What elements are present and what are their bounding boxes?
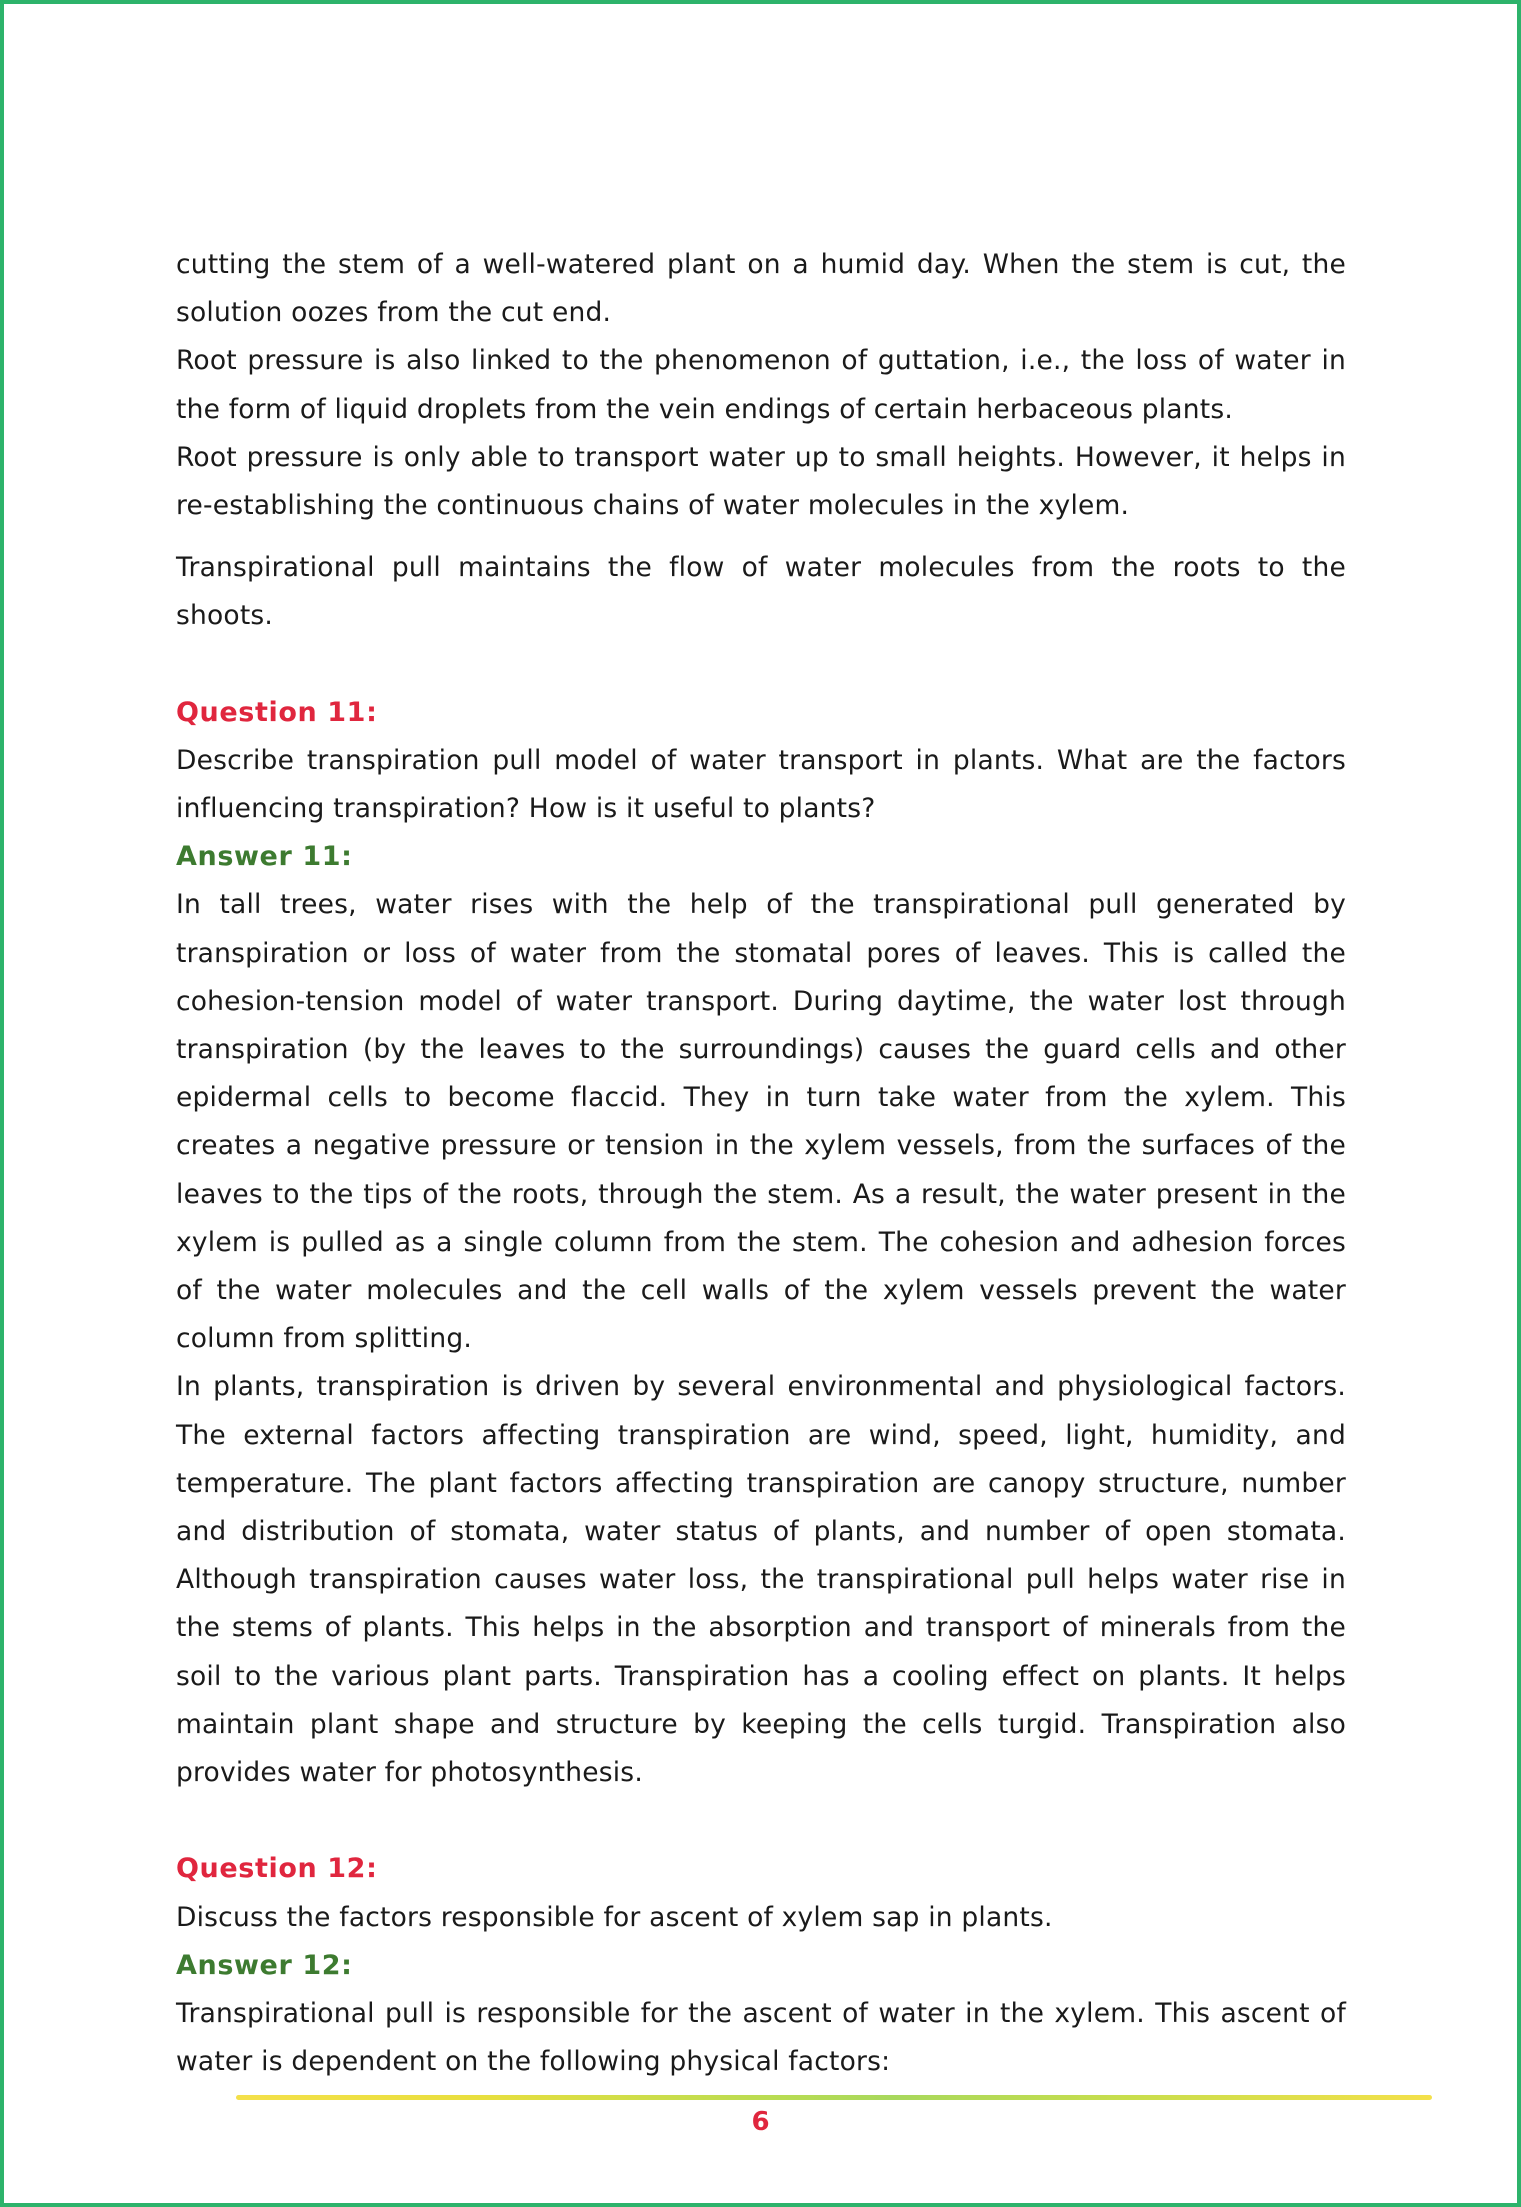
question-12-text: Discuss the factors responsible for ascent of xylem sap in plants. <box>176 1901 1053 1933</box>
question-12-label: Question 12: <box>176 1853 378 1885</box>
continuation-paragraph: Transpirational pull maintains the flow of water molecules from the roots to the shoots. <box>176 552 1346 632</box>
answer-12-label: Answer 12: <box>176 1949 353 1981</box>
page-number: 6 <box>751 2107 770 2137</box>
answer-11-label: Answer 11: <box>176 841 353 873</box>
question-11-text: Describe transpiration pull model of water transport in plants. What are the factors influencing transpiration? How is it useful to plants? <box>176 744 1346 825</box>
answer-11-paragraph: In tall trees, water rises with the help of the transpirational pull generated by transpiration or loss of water from the stomatal pores of leaves. This is called the cohesion-tension model of water transport. During daytime, the water lost through transpiration (by the leaves to the surroundings) causes the guard cells and other epidermal cells to become flaccid. They in turn take water from the xylem. This creates a negative pressure or tension in the xylem vessels, from the surfaces of the leaves to the tips of the roots, through the stem. As a result, the water present in the xylem is pulled as a single column from the stem. The cohesion and adhesion forces of the water molecules and the cell walls of the xylem vessels prevent the water column from splitting. <box>176 889 1346 1355</box>
continuation-paragraph: cutting the stem of a well-watered plant on a humid day. When the stem is cut, the solution oozes from the cut end. <box>176 249 1346 329</box>
continuation-paragraph: Root pressure is only able to transport water up to small heights. However, it helps in re-establishing the continuous chains of water molecules in the xylem. <box>176 441 1346 522</box>
answer-11-paragraph: In plants, transpiration is driven by several environmental and physiological factors. The external factors affecting transpiration are wind, speed, light, humidity, and temperature. The plant factors affecting transpiration are canopy structure, number and distribution of stomata, water status of plants, and number of open stomata. Although transpiration causes water loss, the transpirational pull helps water rise in the stems of plants. This helps in the absorption and transport of minerals from the soil to the various plant parts. Transpiration has a cooling effect on plants. It helps maintain plant shape and structure by keeping the cells turgid. Transpiration also provides water for photosynthesis. <box>176 1371 1346 1789</box>
footer-divider <box>236 2095 1432 2100</box>
answer-12-paragraph: Transpirational pull is responsible for the ascent of water in the xylem. This ascent of water is dependent on the following physical factors: <box>176 1997 1346 2078</box>
question-11-label: Question 11: <box>176 696 378 728</box>
page-content <box>176 241 1346 2086</box>
continuation-paragraph: Root pressure is also linked to the phenomenon of guttation, i.e., the loss of water in the form of liquid droplets from the vein endings of certain herbaceous plants. <box>176 345 1346 425</box>
